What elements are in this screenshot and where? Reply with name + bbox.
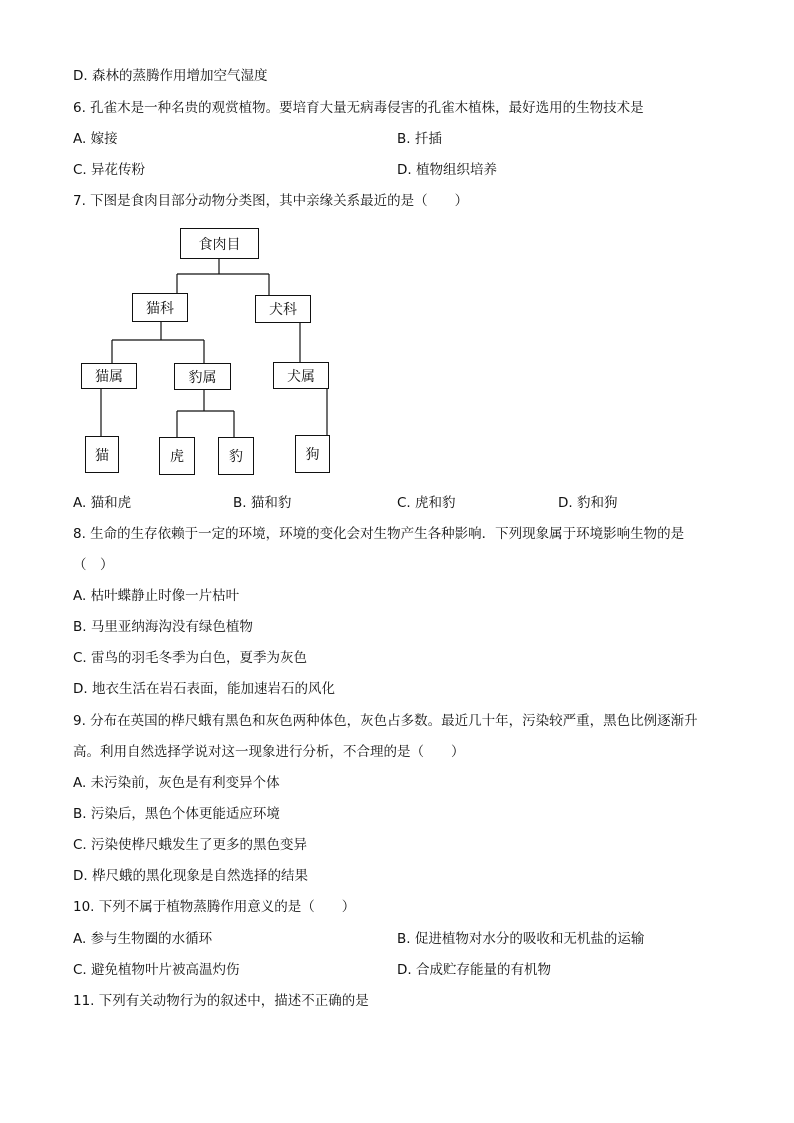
q9-stem-line1: 9. 分布在英国的桦尺蛾有黑色和灰色两种体色，灰色占多数。最近几十年，污染较严重，黑色比例逐渐升: [73, 713, 698, 729]
q10-option-a: A. 参与生物圈的水循环: [73, 931, 213, 947]
q6-stem: 6. 孔雀木是一种名贵的观赏植物。要培育大量无病毒侵害的孔雀木植株，最好选用的生物技术是: [73, 100, 644, 116]
q9-stem-line2: 高。利用自然选择学说对这一现象进行分析，不合理的是（ ）: [73, 744, 465, 760]
q7-option-a: A. 猫和虎: [73, 495, 132, 511]
q7-stem: 7. 下图是食肉目部分动物分类图，其中亲缘关系最近的是（ ）: [73, 193, 469, 209]
q11-stem: 11. 下列有关动物行为的叙述中，描述不正确的是: [73, 993, 369, 1009]
q10-option-d: D. 合成贮存能量的有机物: [397, 962, 551, 978]
tree-node-genus-dog: 犬属: [273, 362, 329, 389]
tree-node-genus-leopard: 豹属: [174, 363, 231, 390]
q8-option-c: C. 雷鸟的羽毛冬季为白色，夏季为灰色: [73, 650, 308, 666]
q7-option-c: C. 虎和豹: [397, 495, 456, 511]
q6-option-d: D. 植物组织培养: [397, 162, 497, 178]
q5-option-d: D. 森林的蒸腾作用增加空气湿度: [73, 68, 268, 84]
q6-option-c: C. 异花传粉: [73, 162, 146, 178]
tree-node-family-dog: 犬科: [255, 295, 311, 323]
q10-stem: 10. 下列不属于植物蒸腾作用意义的是（ ）: [73, 899, 356, 915]
tree-leaf-dog: 狗: [295, 435, 330, 473]
q8-option-d: D. 地衣生活在岩石表面，能加速岩石的风化: [73, 681, 335, 697]
q6-option-a: A. 嫁接: [73, 131, 118, 147]
tree-node-family-cat: 猫科: [132, 293, 188, 322]
q9-option-c: C. 污染使桦尺蛾发生了更多的黑色变异: [73, 837, 308, 853]
q8-stem-line1: 8. 生命的生存依赖于一定的环境，环境的变化会对生物产生各种影响．下列现象属于环境影响生物的是: [73, 526, 685, 542]
q6-option-b: B. 扦插: [397, 131, 442, 147]
tree-leaf-tiger: 虎: [159, 437, 195, 475]
tree-node-genus-cat: 猫属: [81, 363, 137, 389]
q10-option-b: B. 促进植物对水分的吸收和无机盐的运输: [397, 931, 645, 947]
q9-option-a: A. 未污染前，灰色是有利变异个体: [73, 775, 280, 791]
q8-option-b: B. 马里亚纳海沟没有绿色植物: [73, 619, 253, 635]
tree-node-order: 食肉目: [180, 228, 259, 259]
q9-option-d: D. 桦尺蛾的黑化现象是自然选择的结果: [73, 868, 308, 884]
q7-option-d: D. 豹和狗: [558, 495, 618, 511]
q9-option-b: B. 污染后，黑色个体更能适应环境: [73, 806, 280, 822]
classification-tree-diagram: [70, 222, 370, 484]
tree-leaf-cat: 猫: [85, 436, 119, 473]
q10-option-c: C. 避免植物叶片被高温灼伤: [73, 962, 240, 978]
q8-stem-line2: （ ）: [73, 557, 114, 573]
tree-leaf-leopard: 豹: [218, 437, 254, 475]
q8-option-a: A. 枯叶蝶静止时像一片枯叶: [73, 588, 240, 604]
q7-option-b: B. 猫和豹: [233, 495, 292, 511]
